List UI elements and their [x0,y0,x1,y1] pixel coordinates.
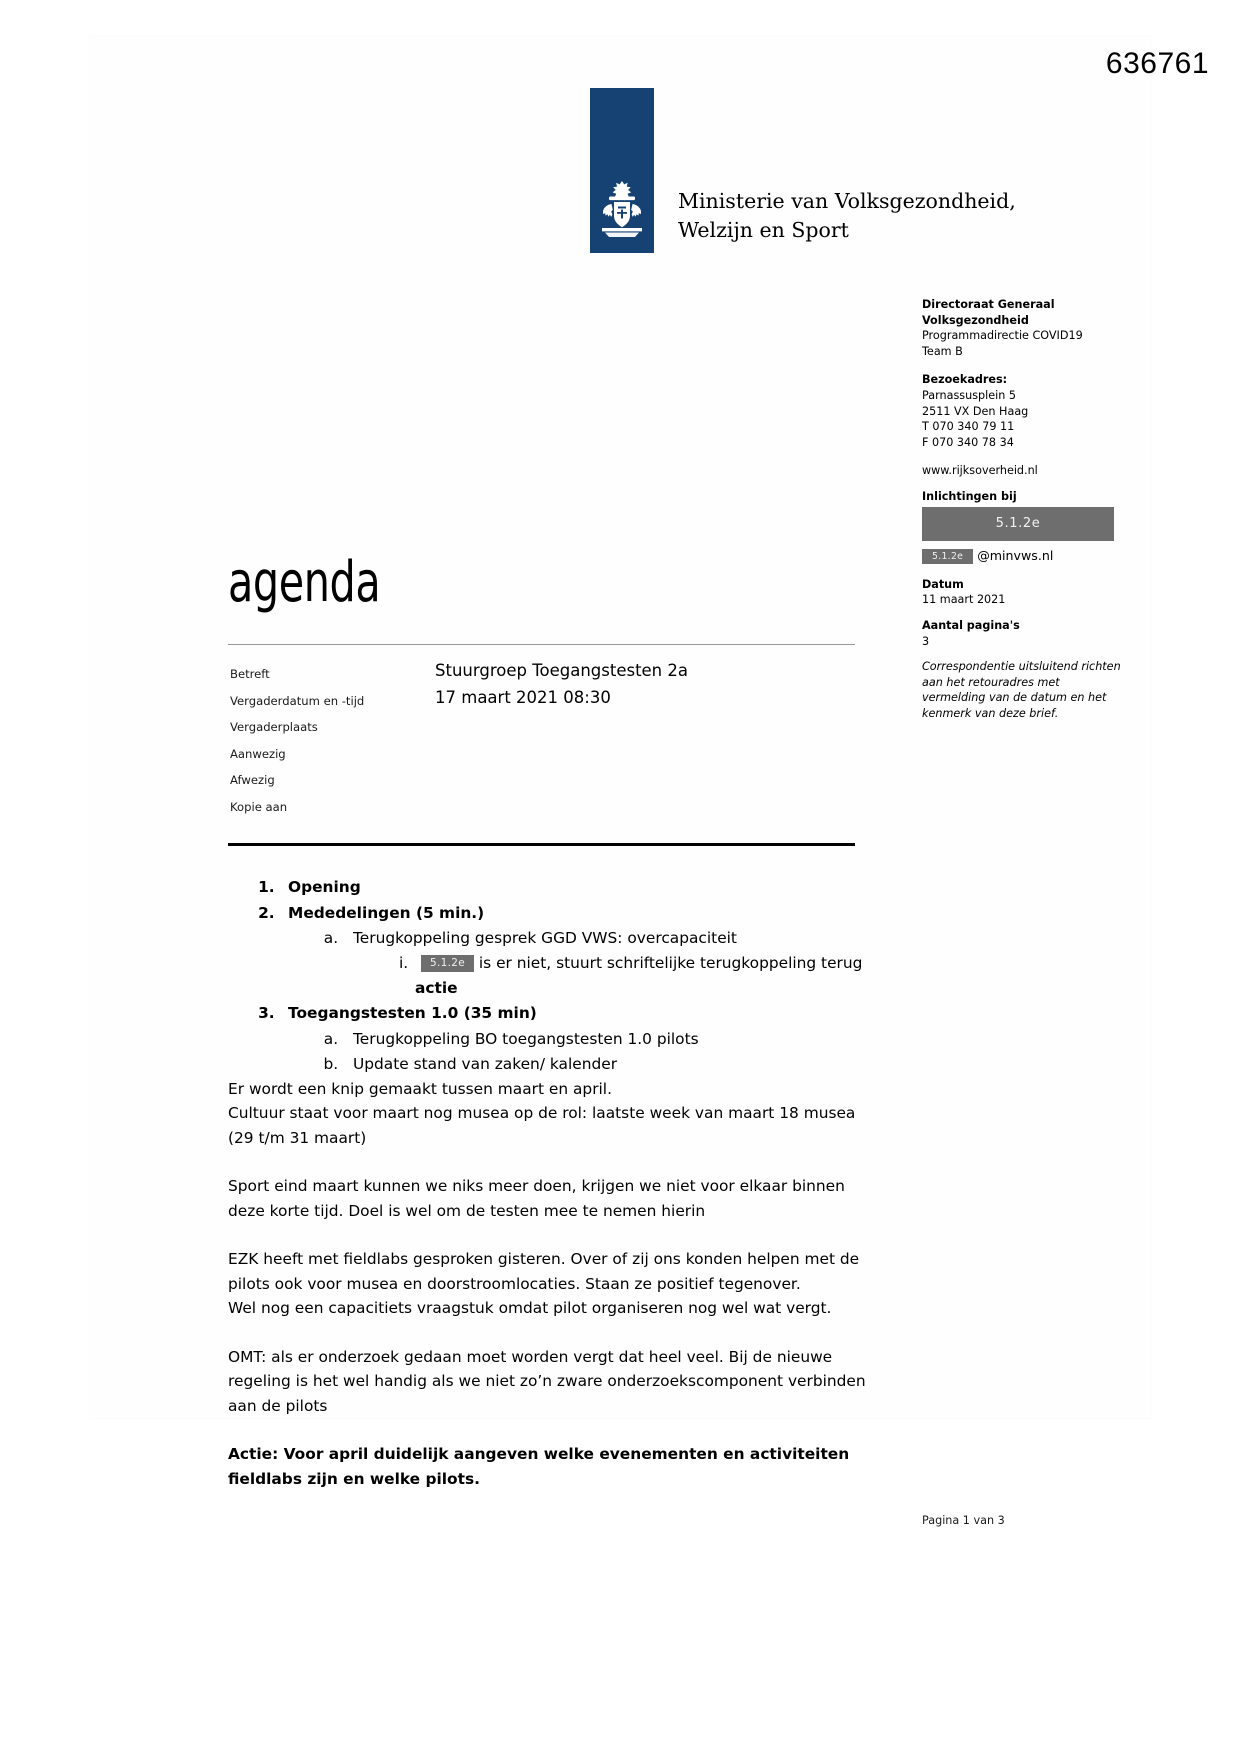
divider-thin [228,644,855,645]
redaction-box-person: 5.1.2e [421,955,474,972]
spacer [228,1418,868,1442]
action-paragraph [228,1442,868,1491]
meta-value-vergaderdatum: 17 maart 2021 08:30 [435,687,611,707]
note-p1-line2: Cultuur staat voor maart nog musea op de rol: laatste week van maart 18 musea [228,1104,856,1122]
agenda-body [228,875,868,1491]
spacer [228,1150,868,1174]
meeting-meta-table [230,660,870,819]
agenda-item-3a [343,1027,868,1052]
visiting-address-heading: Bezoekadres: [922,373,1008,387]
meta-row [230,793,870,820]
note-paragraph-2 [228,1174,868,1223]
agenda-item-3a-label: Terugkoppeling BO toegangstesten 1.0 pilots [353,1029,699,1048]
logo-blue-bar [590,88,654,253]
sender-sidebar [922,297,1122,722]
date-heading: Datum [922,577,964,591]
note-p3-line3: Wel nog een capacitiets vraagstuk omdat pilot organiseren nog wel wat vergt. [228,1299,832,1317]
action-line1: Actie: Voor april duidelijk aangeven welke evenementen en activiteiten [228,1445,850,1463]
street-line: Parnassusplein 5 [922,388,1016,402]
agenda-item-2ai [413,951,868,976]
city-line: 2511 VX Den Haag [922,404,1029,418]
note-p3-line1: EZK heeft met fieldlabs gesproken gisteren. Over of zij ons konden helpen met de [228,1250,860,1268]
programme-line: Programmadirectie COVID19 [922,329,1083,343]
correspondence-note: Correspondentie uitsluitend richten aan het retouradres met vermelding van de datum en het kenmerk van deze brief. [922,660,1121,720]
note-p2-line1: Sport eind maart kunnen we niks meer doen, krijgen we niet voor elkaar binnen [228,1177,845,1195]
divider-thick [228,843,855,846]
note-paragraph-1 [228,1077,868,1151]
email-domain: @minvws.nl [977,548,1054,564]
page-title: agenda [228,550,381,615]
meta-label-vergaderdatum: Vergaderdatum en -tijd [230,693,365,708]
agenda-sublist-2a [353,951,868,976]
agenda-item-2ai-text: is er niet, stuurt schriftelijke terugkoppeling terug [478,954,863,972]
agenda-item-3b-label: Update stand van zaken/ kalender [353,1054,618,1073]
spacer [922,450,1122,463]
phone-line: T 070 340 79 11 [922,420,1015,434]
pages-value: 3 [922,634,930,648]
meta-row [230,766,870,793]
document-number: 636761 [1105,47,1209,80]
agenda-item-2ai-action: actie [415,979,458,997]
spacer [228,1223,868,1247]
note-p4-line2: regeling is het wel handig als we niet zo’n zware onderzoekscomponent verbinden [228,1372,866,1390]
meta-value-betreft: Stuurgroep Toegangstesten 2a [435,661,688,680]
spacer [922,479,1122,489]
agenda-item-3 [280,1001,868,1077]
note-paragraph-3 [228,1247,868,1321]
page-footer: Pagina 1 van 3 [922,1514,1005,1527]
note-p2-line2: deze korte tijd. Doel is wel om de testen mee te nemen hierin [228,1201,706,1220]
ministry-logo [590,88,1016,253]
directorate-line2: Volksgezondheid [922,313,1029,327]
agenda-item-2 [280,901,868,1002]
agenda-item-1 [280,875,868,901]
note-p4-line3: aan de pilots [228,1396,328,1415]
meta-row [230,740,870,767]
meta-label-aanwezig: Aanwezig [230,746,286,761]
action-line2: fieldlabs zijn en welke pilots. [228,1469,480,1488]
meta-label-kopie-aan: Kopie aan [230,799,288,814]
team-line: Team B [922,344,963,358]
agenda-item-2a-label: Terugkoppeling gesprek GGD VWS: overcapaciteit [353,929,737,947]
spacer [228,1321,868,1345]
agenda-sublist-2 [288,926,868,1001]
redaction-box-contact: 5.1.2e [922,507,1114,541]
note-paragraph-4 [228,1345,868,1419]
ministry-name-line2: Welzijn en Sport [678,218,849,242]
meta-label-betreft: Betreft [230,667,270,681]
agenda-item-1-label: Opening [288,878,361,896]
meta-row [230,713,870,740]
spacer [922,359,1122,372]
ministry-name-line1: Ministerie van Volksgezondheid, [678,189,1016,213]
directorate-line1: Directoraat Generaal [922,298,1055,311]
note-p1-line1: Er wordt een knip gemaakt tussen maart en april. [228,1079,612,1098]
meta-label-vergaderplaats: Vergaderplaats [230,720,318,734]
spacer [922,608,1122,618]
note-p1-line3: (29 t/m 31 maart) [228,1128,367,1147]
spacer [922,564,1122,577]
agenda-item-3-label: Toegangstesten 1.0 (35 min) [288,1004,537,1022]
meta-row [230,660,870,687]
meta-label-afwezig: Afwezig [230,773,275,787]
email-line [922,548,1122,564]
agenda-list [228,875,868,1077]
agenda-item-2-label: Mededelingen (5 min.) [288,903,485,922]
date-value: 11 maart 2021 [922,593,1006,607]
spacer [922,649,1122,659]
agenda-sublist-3 [288,1027,868,1077]
note-p3-line2: pilots ook voor musea en doorstroomlocaties. Staan ze positief tegenover. [228,1274,801,1293]
note-p4-line1: OMT: als er onderzoek gedaan moet worden vergt dat heel veel. Bij de nieuwe [228,1347,833,1366]
agenda-item-3b [343,1052,868,1077]
info-heading: Inlichtingen bij [922,489,1017,503]
meta-row [230,687,870,714]
website-link[interactable]: www.rijksoverheid.nl [922,464,1038,478]
agenda-item-2a [343,926,868,1001]
netherlands-coat-of-arms-icon [596,179,648,241]
ministry-name [678,187,1016,245]
pages-heading: Aantal pagina's [922,619,1020,633]
redaction-box-email: 5.1.2e [922,549,973,564]
fax-line: F 070 340 78 34 [922,435,1014,449]
